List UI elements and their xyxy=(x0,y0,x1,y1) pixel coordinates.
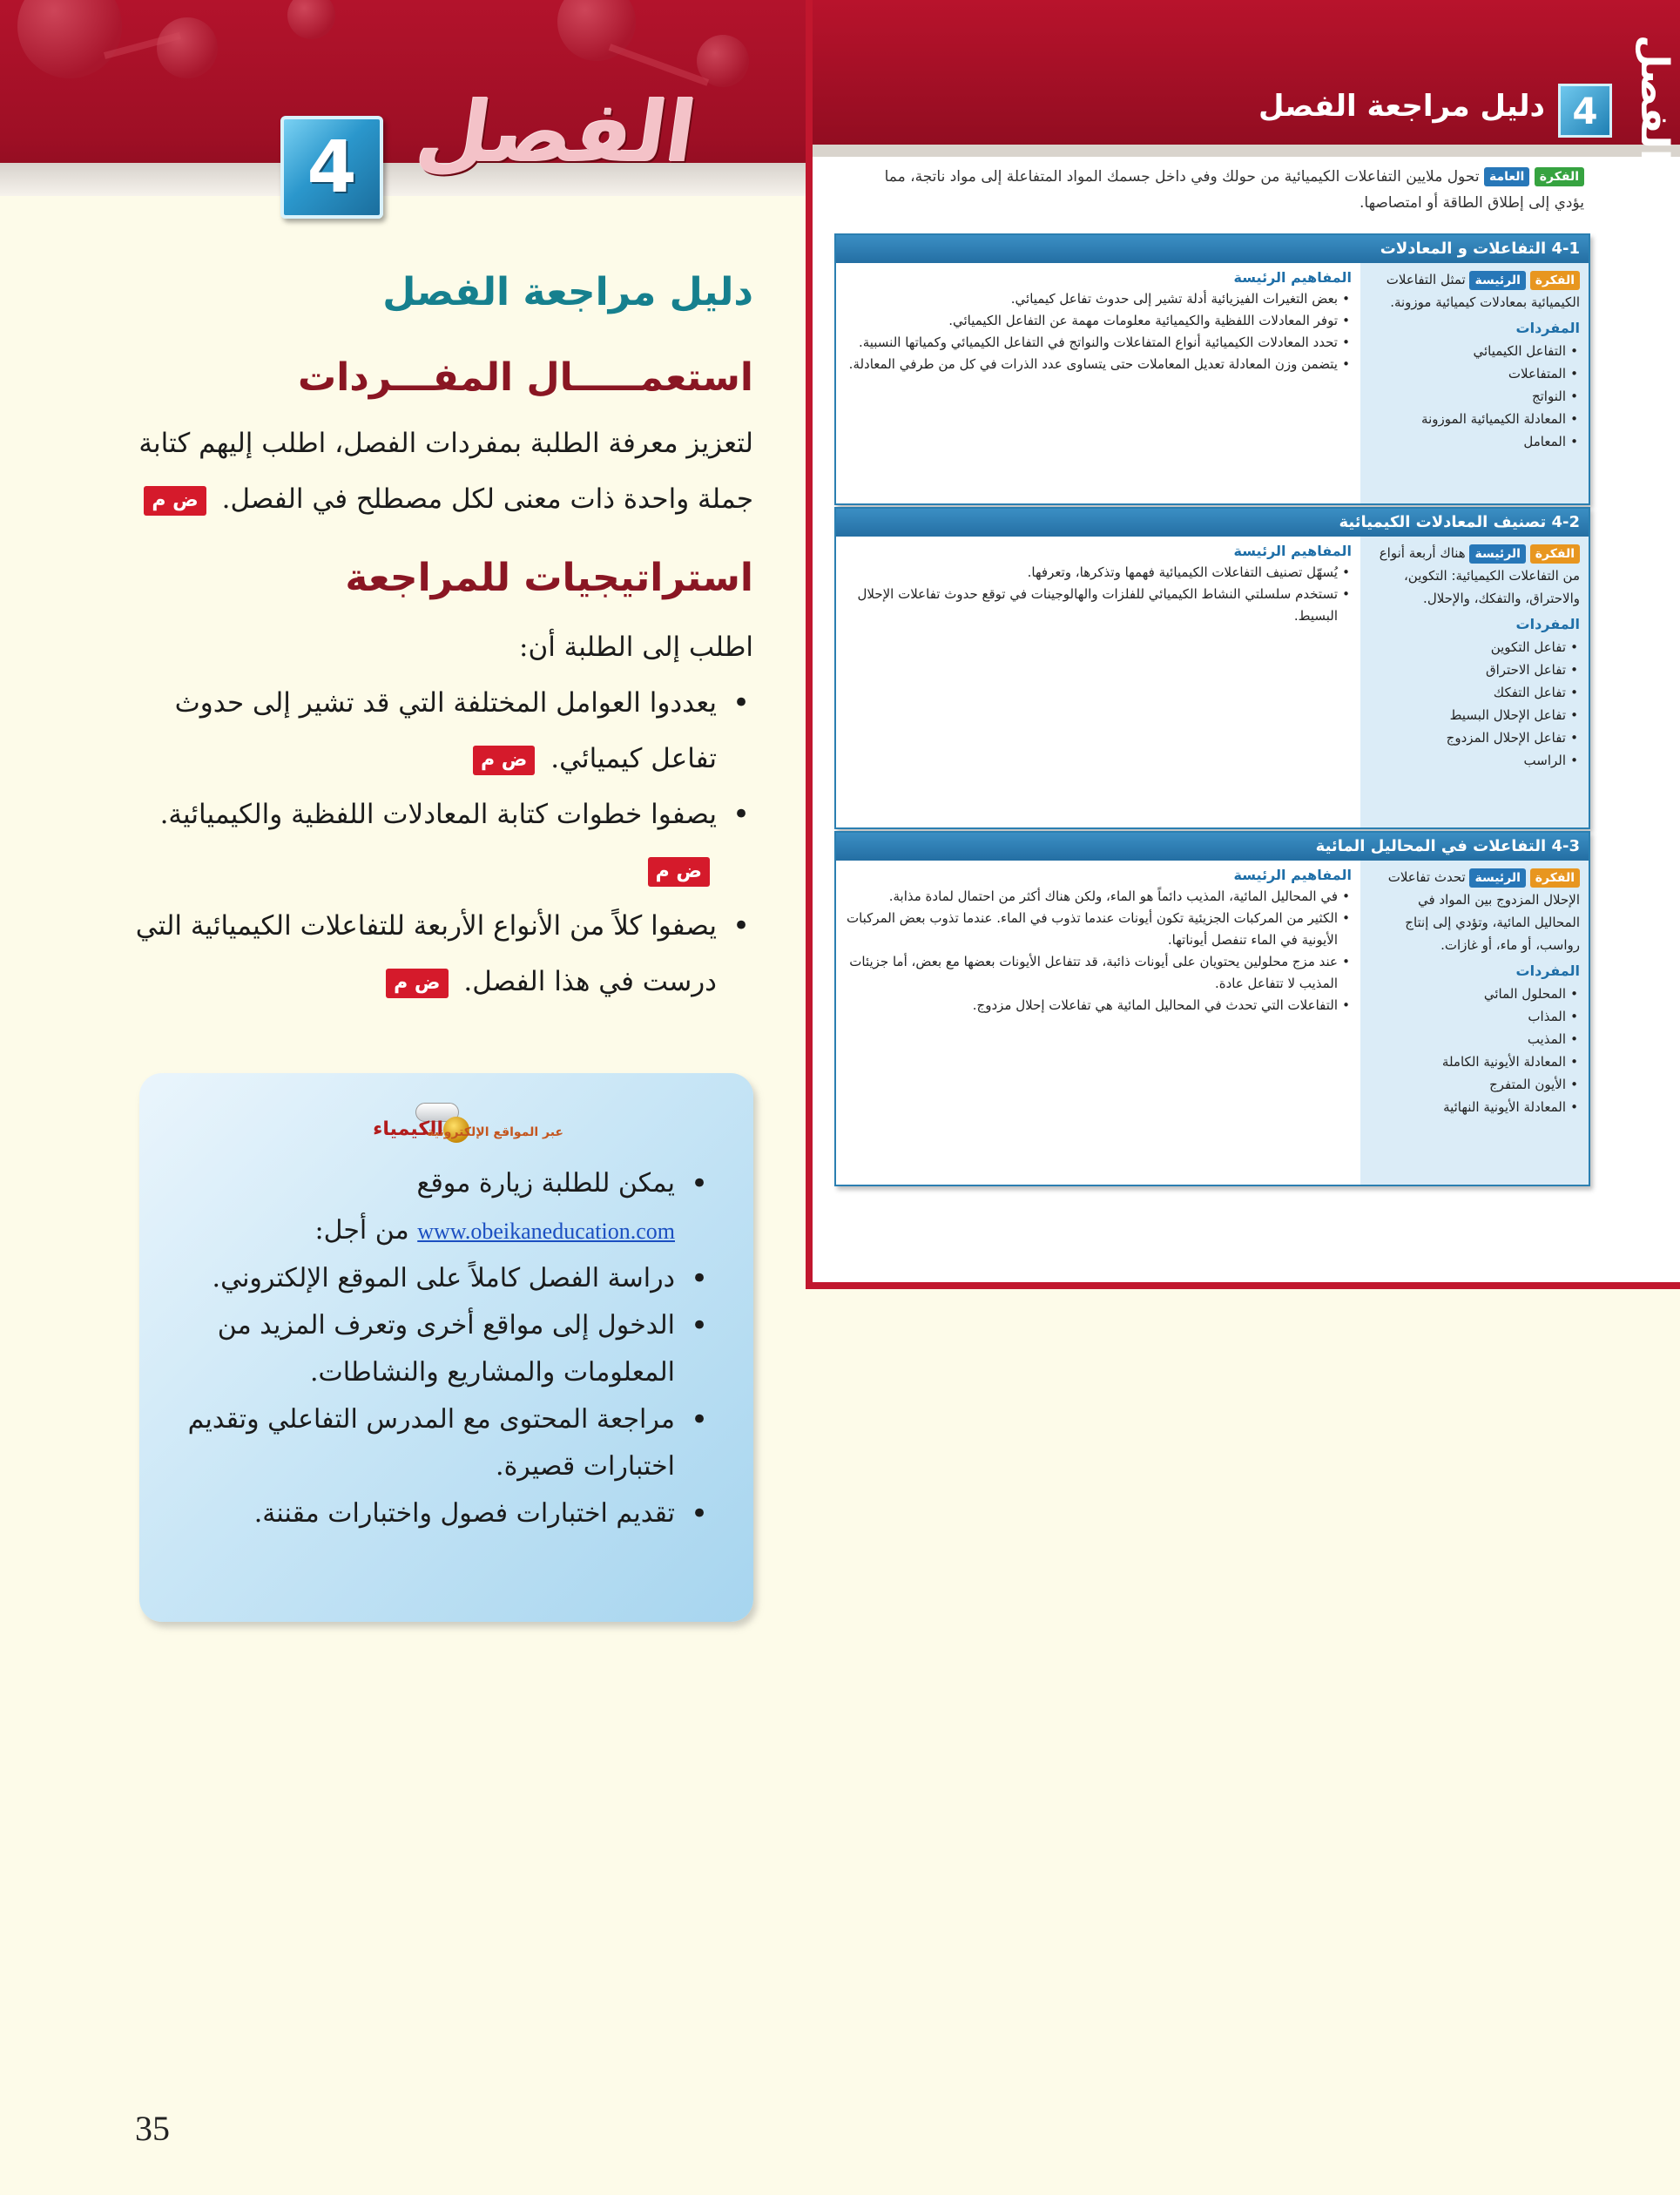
thumbnail-chapter-word: الفصل xyxy=(1632,35,1677,162)
concepts-list xyxy=(843,562,1352,627)
thumbnail-title: دليل مراجعة الفصل xyxy=(1258,89,1545,124)
list-item: • يُسهّل تصنيف التفاعلات الكيميائية فهمها وتذكرها، وتعرفها. xyxy=(843,562,1352,584)
list-item: • المتفاعلات xyxy=(1369,362,1580,385)
list-item: • التفاعلات التي تحدث في المحاليل المائية هي تفاعلات إحلال مزدوج. xyxy=(843,995,1352,1016)
list-item: • المعادلة الأيونية الكاملة xyxy=(1369,1050,1580,1073)
review-heading: استراتيجيات للمراجعة xyxy=(345,556,753,600)
list-item: • المذاب xyxy=(1369,1005,1580,1028)
list-item: • عند مزج محلولين يحتويان على أيونات ذائبة، قد تتفاعل الأيونات بعضها مع بعض، أما جزيئات المذيب لا تتفاعل عادة. xyxy=(843,951,1352,995)
section-4-2 xyxy=(834,507,1590,829)
list-item: • تفاعل التفكك xyxy=(1369,681,1580,704)
thumbnail-header xyxy=(813,0,1680,162)
list-item: • الراسب xyxy=(1369,749,1580,772)
skill-tag: ض م xyxy=(144,486,206,516)
page-title: دليل مراجعة الفصل xyxy=(382,270,753,314)
list-item: • المعادلة الكيميائية الموزونة xyxy=(1369,408,1580,430)
section-4-3 xyxy=(834,831,1590,1186)
big-idea: الفكرة العامة تحول ملايين التفاعلات الكيميائية من حولك وفي داخل جسمك المواد المتفاعلة إلى مواد ناتجة، مما يؤدي إلى إطلاق الطاقة أو امتصاصها. xyxy=(884,168,1584,212)
vocab-list xyxy=(1369,983,1580,1118)
section-4-1 xyxy=(834,233,1590,505)
thumbnail-chapter-number: 4 xyxy=(1558,84,1612,138)
review-intro: اطلب إلى الطلبة أن: xyxy=(519,631,753,663)
page-number: 35 xyxy=(135,2109,170,2148)
list-item: • بعض التغيرات الفيزيائية أدلة تشير إلى حدوث تفاعل كيميائي. xyxy=(843,288,1352,310)
vocab-list xyxy=(1369,636,1580,772)
list-item: • تقديم اختبارات فصول واختبارات مقننة. xyxy=(180,1490,712,1537)
section-concepts: المفاهيم الرئيسة • في المحاليل المائية، المذيب دائماً هو الماء، ولكن هناك أكثر من احتمال لمادة مذابة. • الكثير من المركبات الجزيئية تكون أيونات عندما تذوب في الماء. عندما تذوب بعض المركبات الأيونية في الماء تنفصل أيوناتها. • عند مزج محلولين يحتويان على أيونات ذائبة، قد تتفاعل الأيونات بعضها مع بعض، أما جزيئات المذيب لا تتفاعل عادة. • التفاعلات التي تحدث في المحاليل المائية هي تفاعلات إحلال مزدوج. xyxy=(836,861,1364,1185)
list-item: • يمكن للطلبة زيارة موقع www.obeikaneducation.com من أجل: xyxy=(180,1160,712,1255)
list-item: • المحلول المائي xyxy=(1369,983,1580,1005)
list-item: • الكثير من المركبات الجزيئية تكون أيونات عندما تذوب في الماء. عندما تذوب بعض المركبات الأيونية في الماء تنفصل أيوناتها. xyxy=(843,908,1352,951)
list-item: • النواتج xyxy=(1369,385,1580,408)
concepts-list xyxy=(843,886,1352,1016)
list-item: • يعددوا العوامل المختلفة التي قد تشير إلى حدوث تفاعل كيميائي. ض م xyxy=(131,675,753,787)
list-item: • تفاعل الإحلال البسيط xyxy=(1369,704,1580,726)
list-item: • تفاعل الاحتراق xyxy=(1369,658,1580,681)
student-page-thumbnail xyxy=(806,0,1680,1289)
chapter-number-badge xyxy=(280,116,383,219)
online-chemistry-box xyxy=(139,1073,753,1622)
list-item: • الدخول إلى مواقع أخرى وتعرف المزيد من المعلومات والمشاريع والنشاطات. xyxy=(180,1302,712,1396)
section-concepts: المفاهيم الرئيسة • بعض التغيرات الفيزيائية أدلة تشير إلى حدوث تفاعل كيميائي. • توفر المعادلات اللفظية والكيميائية معلومات مهمة عن التفاعل الكيميائي. • تحدد المعادلات الكيميائية أنواع المتفاعلات والنواتج في التفاعل الكيميائي وكمياتها النسبية. • يتضمن وزن المعادلة تعديل المعاملات حتى يتساوى عدد الذرات في كل من طرفي المعادلة. xyxy=(836,263,1364,503)
list-item: • المذيب xyxy=(1369,1028,1580,1050)
chapter-word: الفصل xyxy=(411,84,703,181)
list-item: • الأيون المتفرج xyxy=(1369,1073,1580,1096)
vocab-paragraph xyxy=(131,415,753,527)
review-list xyxy=(131,675,753,1010)
chapter-number: 4 xyxy=(307,125,357,209)
section-header: 4-1 التفاعلات و المعادلات xyxy=(836,235,1589,263)
section-main-idea: الفكرة الرئيسة تمثل التفاعلات الكيميائية بمعادلات كيميائية موزونة. المفردات • التفاعل الكيميائي • المتفاعلات • النواتج • المعادلة الكيميائية الموزونة • المعامل xyxy=(1360,263,1589,503)
section-header: 4-2 تصنيف المعادلات الكيميائية xyxy=(836,509,1589,537)
skill-tag: ض م xyxy=(473,746,535,775)
list-item: • في المحاليل المائية، المذيب دائماً هو الماء، ولكن هناك أكثر من احتمال لمادة مذابة. xyxy=(843,886,1352,908)
list-item: • المعامل xyxy=(1369,430,1580,453)
vocab-list xyxy=(1369,340,1580,453)
section-main-idea: الفكرة الرئيسة هناك أربعة أنواع من التفاعلات الكيميائية: التكوين، والاحتراق، والتفكك، والإحلال. المفردات • تفاعل التكوين • تفاعل الاحتراق • تفاعل التفكك • تفاعل الإحلال البسيط • تفاعل الإحلال المزدوج • الراسب xyxy=(1360,537,1589,827)
list-item: • تحدد المعادلات الكيميائية أنواع المتفاعلات والنواتج في التفاعل الكيميائي وكمياتها النسبية. xyxy=(843,332,1352,354)
list-item: • توفر المعادلات اللفظية والكيميائية معلومات مهمة عن التفاعل الكيميائي. xyxy=(843,310,1352,332)
skill-tag: ض م xyxy=(386,969,448,998)
list-item: • دراسة الفصل كاملاً على الموقع الإلكتروني. xyxy=(180,1255,712,1302)
website-link[interactable]: www.obeikaneducation.com xyxy=(417,1219,675,1244)
online-chemistry-logo: الكيمياء عبر المواقع الإلكترونية xyxy=(328,1099,563,1152)
list-item: • تفاعل الإحلال المزدوج xyxy=(1369,726,1580,749)
list-item: • يصفوا كلاً من الأنواع الأربعة للتفاعلات الكيميائية التي درست في هذا الفصل. ض م xyxy=(131,898,753,1010)
list-item: • تفاعل التكوين xyxy=(1369,636,1580,658)
section-header: 4-3 التفاعلات في المحاليل المائية xyxy=(836,833,1589,861)
skill-tag: ض م xyxy=(648,857,710,887)
section-concepts: المفاهيم الرئيسة • يُسهّل تصنيف التفاعلات الكيميائية فهمها وتذكرها، وتعرفها. • تستخدم سلسلتي النشاط الكيميائي للفلزات والهالوجينات في توقع حدوث تفاعلات الإحلال البسيط. xyxy=(836,537,1364,827)
vocab-heading: استعمـــــال المفـــردات xyxy=(298,355,753,400)
list-item: • مراجعة المحتوى مع المدرس التفاعلي وتقديم اختبارات قصيرة. xyxy=(180,1396,712,1490)
section-main-idea: الفكرة الرئيسة تحدث تفاعلات الإحلال المزدوج بين المواد في المحاليل المائية، وتؤدي إلى إنتاج رواسب، أو ماء، أو غازات. المفردات • المحلول المائي • المذاب • المذيب • المعادلة الأيونية الكاملة • الأيون المتفرج • المعادلة الأيونية النهائية xyxy=(1360,861,1589,1185)
list-item: • المعادلة الأيونية النهائية xyxy=(1369,1096,1580,1118)
list-item: • تستخدم سلسلتي النشاط الكيميائي للفلزات والهالوجينات في توقع حدوث تفاعلات الإحلال البسيط. xyxy=(843,584,1352,627)
list-item: • يتضمن وزن المعادلة تعديل المعاملات حتى يتساوى عدد الذرات في كل من طرفي المعادلة. xyxy=(843,354,1352,375)
list-item: • يصفوا خطوات كتابة المعادلات اللفظية والكيميائية. ض م xyxy=(131,787,753,898)
web-list xyxy=(180,1160,712,1537)
concepts-list xyxy=(843,288,1352,375)
vocab-text: لتعزيز معرفة الطلبة بمفردات الفصل، اطلب إليهم كتابة جملة واحدة ذات معنى لكل مصطلح في الفصل. xyxy=(138,428,753,515)
list-item: • التفاعل الكيميائي xyxy=(1369,340,1580,362)
